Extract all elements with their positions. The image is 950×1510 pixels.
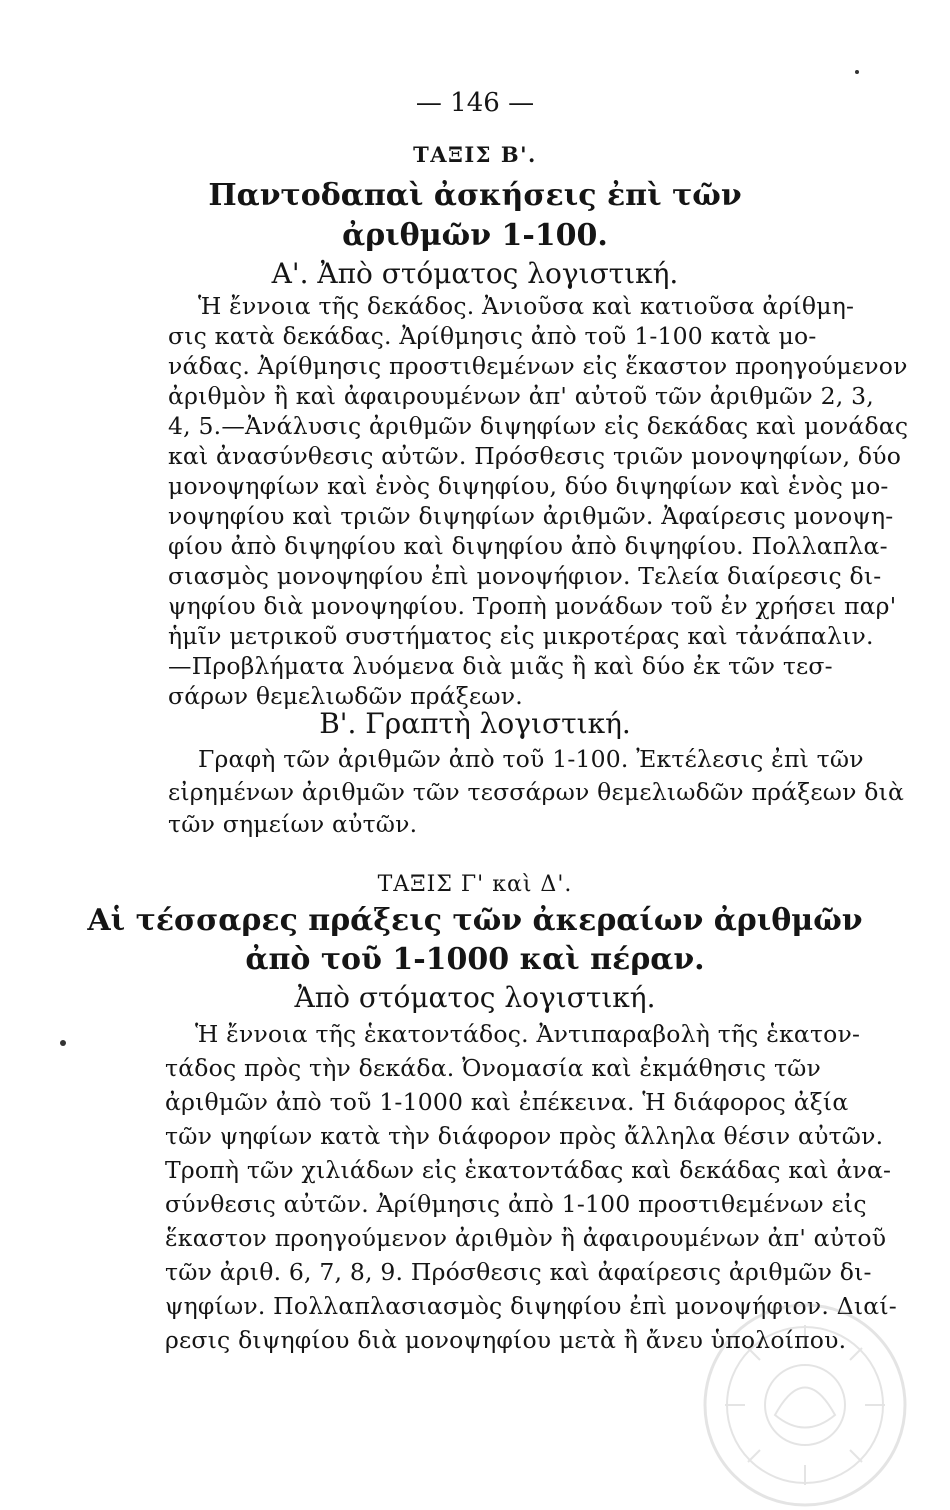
paragraph-line: Ἡ ἔννοια τῆς δεκάδος. Ἀνιοῦσα καὶ κατιοῦσα ἀρίθμη-: [198, 292, 855, 320]
paragraph-line: 4, 5.—Ἀνάλυσις ἀριθμῶν διψηφίων εἰς δεκάδας καὶ μονάδας: [168, 412, 909, 440]
paragraph-line: ἀριθμῶν ἀπὸ τοῦ 1-1000 καὶ ἐπέκεινα. Ἡ διάφορος ἀξία: [165, 1088, 849, 1116]
written-arithmetic-heading: Β'. Γραπτὴ λογιστική.: [319, 707, 631, 740]
section-gd-title-line-2: ἀπὸ τοῦ 1-1000 καὶ πέραν.: [245, 942, 705, 977]
section-b-title-line-2: ἀριθμῶν 1-100.: [342, 218, 608, 253]
paragraph-line: Τροπὴ τῶν χιλιάδων εἰς ἑκατοντάδας καὶ δεκάδας καὶ ἀνα-: [165, 1156, 892, 1184]
paragraph-line: ἕκαστον προηγούμενον ἀριθμὸν ἢ ἀφαιρουμένων ἀπ' αὐτοῦ: [165, 1224, 887, 1252]
ink-speck: [60, 1040, 66, 1046]
paragraph-line: ἡμῖν μετρικοῦ συστήματος εἰς μικροτέρας καὶ τἀνάπαλιν.: [168, 622, 874, 650]
page-number: — 146 —: [415, 88, 535, 118]
section-gd-title-line-1: Αἱ τέσσαρες πράξεις τῶν ἀκεραίων ἀριθμῶν: [87, 903, 863, 938]
section-b-title-line-1: Παντοδαπαὶ ἀσκήσεις ἐπὶ τῶν: [208, 178, 742, 213]
paragraph-line: εἰρημένων ἀριθμῶν τῶν τεσσάρων θεμελιωδῶν πράξεων διὰ: [168, 778, 905, 806]
paragraph-line: σύνθεσις αὐτῶν. Ἀρίθμησις ἀπὸ 1-100 προστιθεμένων εἰς: [165, 1190, 867, 1218]
paragraph-line: Ἡ ἔννοια τῆς ἑκατοντάδος. Ἀντιπαραβολὴ τῆς ἑκατον-: [195, 1020, 861, 1048]
paragraph-line: φίου ἀπὸ διψηφίου καὶ διψηφίου ἀπὸ διψηφίου. Πολλαπλα-: [168, 532, 888, 560]
paragraph-line: —Προβλήματα λυόμενα διὰ μιᾶς ἢ καὶ δύο ἐκ τῶν τεσ-: [168, 652, 833, 680]
university-seal-icon: [700, 1300, 910, 1510]
oral-arithmetic-heading: Α'. Ἀπὸ στόματος λογιστική.: [271, 257, 679, 290]
paragraph-line: τῶν ἀριθ. 6, 7, 8, 9. Πρόσθεσις καὶ ἀφαίρεσις ἀριθμῶν δι-: [165, 1258, 872, 1286]
paragraph-line: ψηφίων. Πολλαπλασιασμὸς διψηφίου ἐπὶ μονοψήφιον. Διαί-: [165, 1292, 897, 1320]
paragraph-line: νοψηφίου καὶ τριῶν διψηφίων ἀριθμῶν. Ἀφαίρεσις μονοψη-: [168, 502, 894, 530]
section-gd-subheading: Ἀπὸ στόματος λογιστική.: [294, 981, 656, 1014]
paragraph-line: τῶν ψηφίων κατὰ τὴν διάφορον πρὸς ἄλληλα θέσιν αὐτῶν.: [165, 1122, 884, 1150]
paragraph-line: Γραφὴ τῶν ἀριθμῶν ἀπὸ τοῦ 1-100. Ἐκτέλεσις ἐπὶ τῶν: [198, 745, 864, 773]
paragraph-line: τάδος πρὸς τὴν δεκάδα. Ὀνομασία καὶ ἐκμάθησις τῶν: [165, 1054, 821, 1082]
paragraph-line: ἀριθμὸν ἢ καὶ ἀφαιρουμένων ἀπ' αὐτοῦ τῶν ἀριθμῶν 2, 3,: [168, 382, 874, 410]
paragraph-line: ψηφίου διὰ μονοψηφίου. Τροπὴ μονάδων τοῦ ἐν χρήσει παρ': [168, 592, 897, 620]
paragraph-line: νάδας. Ἀρίθμησις προστιθεμένων εἰς ἕκαστον προηγούμενον: [168, 352, 908, 380]
section-gd-heading: ΤΑΞΙΣ Γ' καὶ Δ'.: [377, 872, 573, 897]
paragraph-line: σιασμὸς μονοψηφίου ἐπὶ μονοψήφιον. Τελεία διαίρεσις δι-: [168, 562, 882, 590]
paragraph-line: καὶ ἀνασύνθεσις αὐτῶν. Πρόσθεσις τριῶν μονοψηφίων, δύο: [168, 442, 902, 470]
section-b-heading: ΤΑΞΙΣ Β'.: [413, 142, 537, 167]
paragraph-line: σις κατὰ δεκάδας. Ἀρίθμησις ἀπὸ τοῦ 1-100 κατὰ μο-: [168, 322, 817, 350]
paragraph-line: μονοψηφίων καὶ ἑνὸς διψηφίου, δύο διψηφίων καὶ ἑνὸς μο-: [168, 472, 889, 500]
paragraph-line: ρεσις διψηφίου διὰ μονοψηφίου μετὰ ἢ ἄνευ ὑπολοίπου.: [165, 1326, 847, 1354]
ink-speck: [855, 70, 859, 74]
paragraph-line: τῶν σημείων αὐτῶν.: [168, 810, 418, 838]
paragraph-line: σάρων θεμελιωδῶν πράξεων.: [168, 682, 523, 710]
